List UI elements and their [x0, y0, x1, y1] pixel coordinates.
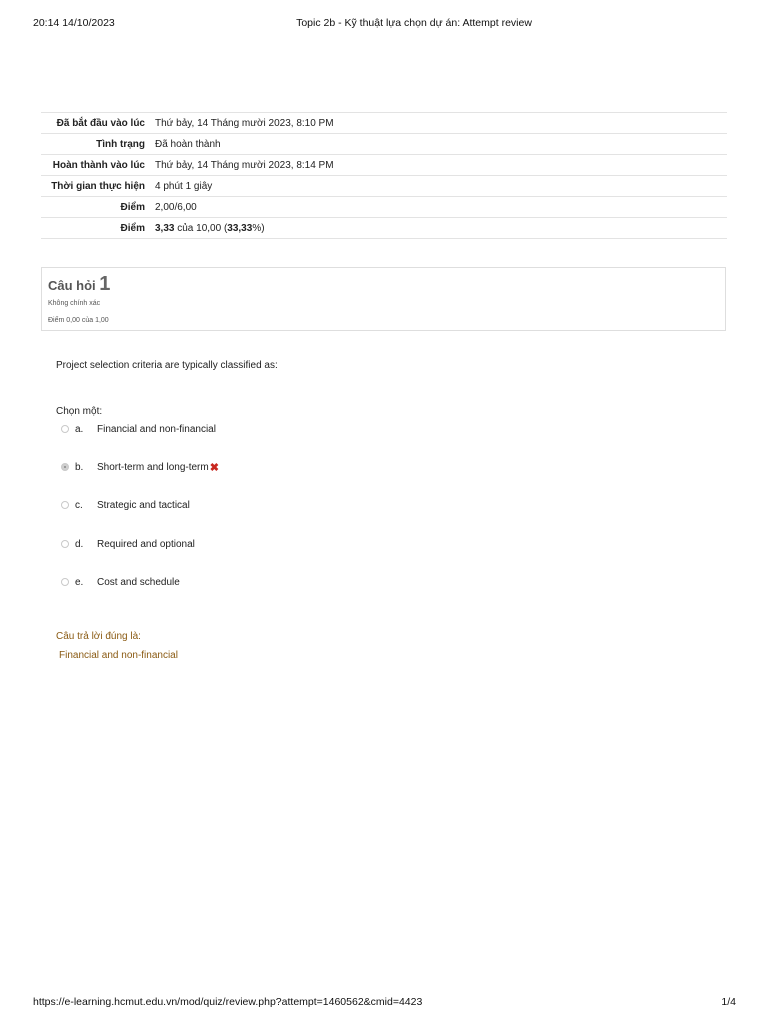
grade-percent: 33,33 [227, 223, 253, 234]
answer-letter: b. [75, 461, 84, 473]
answer-text: Cost and schedule [97, 576, 180, 588]
question-number-value: 1 [99, 273, 111, 295]
answer-letter: c. [75, 499, 83, 511]
summary-row-grade [41, 218, 727, 239]
summary-label: Điểm [120, 223, 145, 234]
question-info-box [41, 267, 726, 331]
summary-value: 4 phút 1 giây [155, 181, 213, 192]
answer-prompt: Chọn một: [56, 406, 103, 417]
summary-row-marks [41, 197, 727, 218]
answer-letter: e. [75, 576, 84, 588]
summary-label: Điểm [120, 202, 145, 213]
summary-label: Tình trạng [96, 139, 145, 150]
summary-value: Đã hoàn thành [155, 139, 221, 150]
answer-option-a[interactable] [61, 422, 216, 436]
print-url: https://e-learning.hcmut.edu.vn/mod/quiz/review.php?attempt=1460562&cmid=4423 [33, 996, 423, 1008]
grade-close: %) [252, 223, 265, 234]
summary-label: Hoàn thành vào lúc [52, 160, 145, 171]
print-timestamp: 20:14 14/10/2023 [33, 17, 115, 29]
radio-button[interactable] [61, 540, 69, 548]
summary-row-time-taken [41, 176, 727, 197]
radio-button[interactable] [61, 501, 69, 509]
summary-value: Thứ bảy, 14 Tháng mười 2023, 8:14 PM [155, 160, 334, 171]
radio-button-selected[interactable] [61, 463, 69, 471]
answer-text: Short-term and long-term [97, 461, 209, 473]
answer-option-b[interactable] [61, 460, 219, 474]
grade-out-of: của 10,00 ( [174, 223, 228, 234]
summary-row-started [41, 113, 727, 134]
grade-score: 3,33 [155, 223, 175, 234]
summary-row-completed [41, 155, 727, 176]
answer-text: Required and optional [97, 538, 195, 550]
answer-letter: a. [75, 423, 84, 435]
answer-option-c[interactable] [61, 498, 190, 512]
summary-value: 2,00/6,00 [155, 202, 197, 213]
summary-value: Thứ bảy, 14 Tháng mười 2023, 8:10 PM [155, 118, 334, 129]
answer-letter: d. [75, 538, 84, 550]
question-state: Không chính xác [48, 300, 101, 307]
question-grade: Điểm 0,00 của 1,00 [48, 317, 109, 324]
summary-value [149, 218, 727, 239]
feedback-label: Câu trả lời đúng là: [56, 631, 141, 642]
question-text: Project selection criteria are typically classified as: [56, 360, 278, 371]
attempt-summary-table [41, 112, 727, 239]
radio-button[interactable] [61, 425, 69, 433]
radio-button[interactable] [61, 578, 69, 586]
answer-option-d[interactable] [61, 537, 195, 551]
question-number [48, 273, 110, 296]
feedback-correct-answer: Financial and non-financial [59, 650, 178, 661]
summary-row-state [41, 134, 727, 155]
question-label: Câu hỏi [48, 278, 96, 293]
correct-answer-feedback [56, 627, 178, 665]
incorrect-icon: ✖ [209, 461, 219, 474]
answer-text: Strategic and tactical [97, 499, 190, 511]
summary-label: Đã bắt đầu vào lúc [56, 118, 145, 129]
answer-option-e[interactable] [61, 575, 180, 589]
print-page-title: Topic 2b - Kỹ thuật lựa chọn dự án: Attempt review [296, 17, 532, 29]
print-page-number: 1/4 [721, 996, 736, 1008]
answer-text: Financial and non-financial [97, 423, 216, 435]
summary-label: Thời gian thực hiện [51, 181, 145, 192]
